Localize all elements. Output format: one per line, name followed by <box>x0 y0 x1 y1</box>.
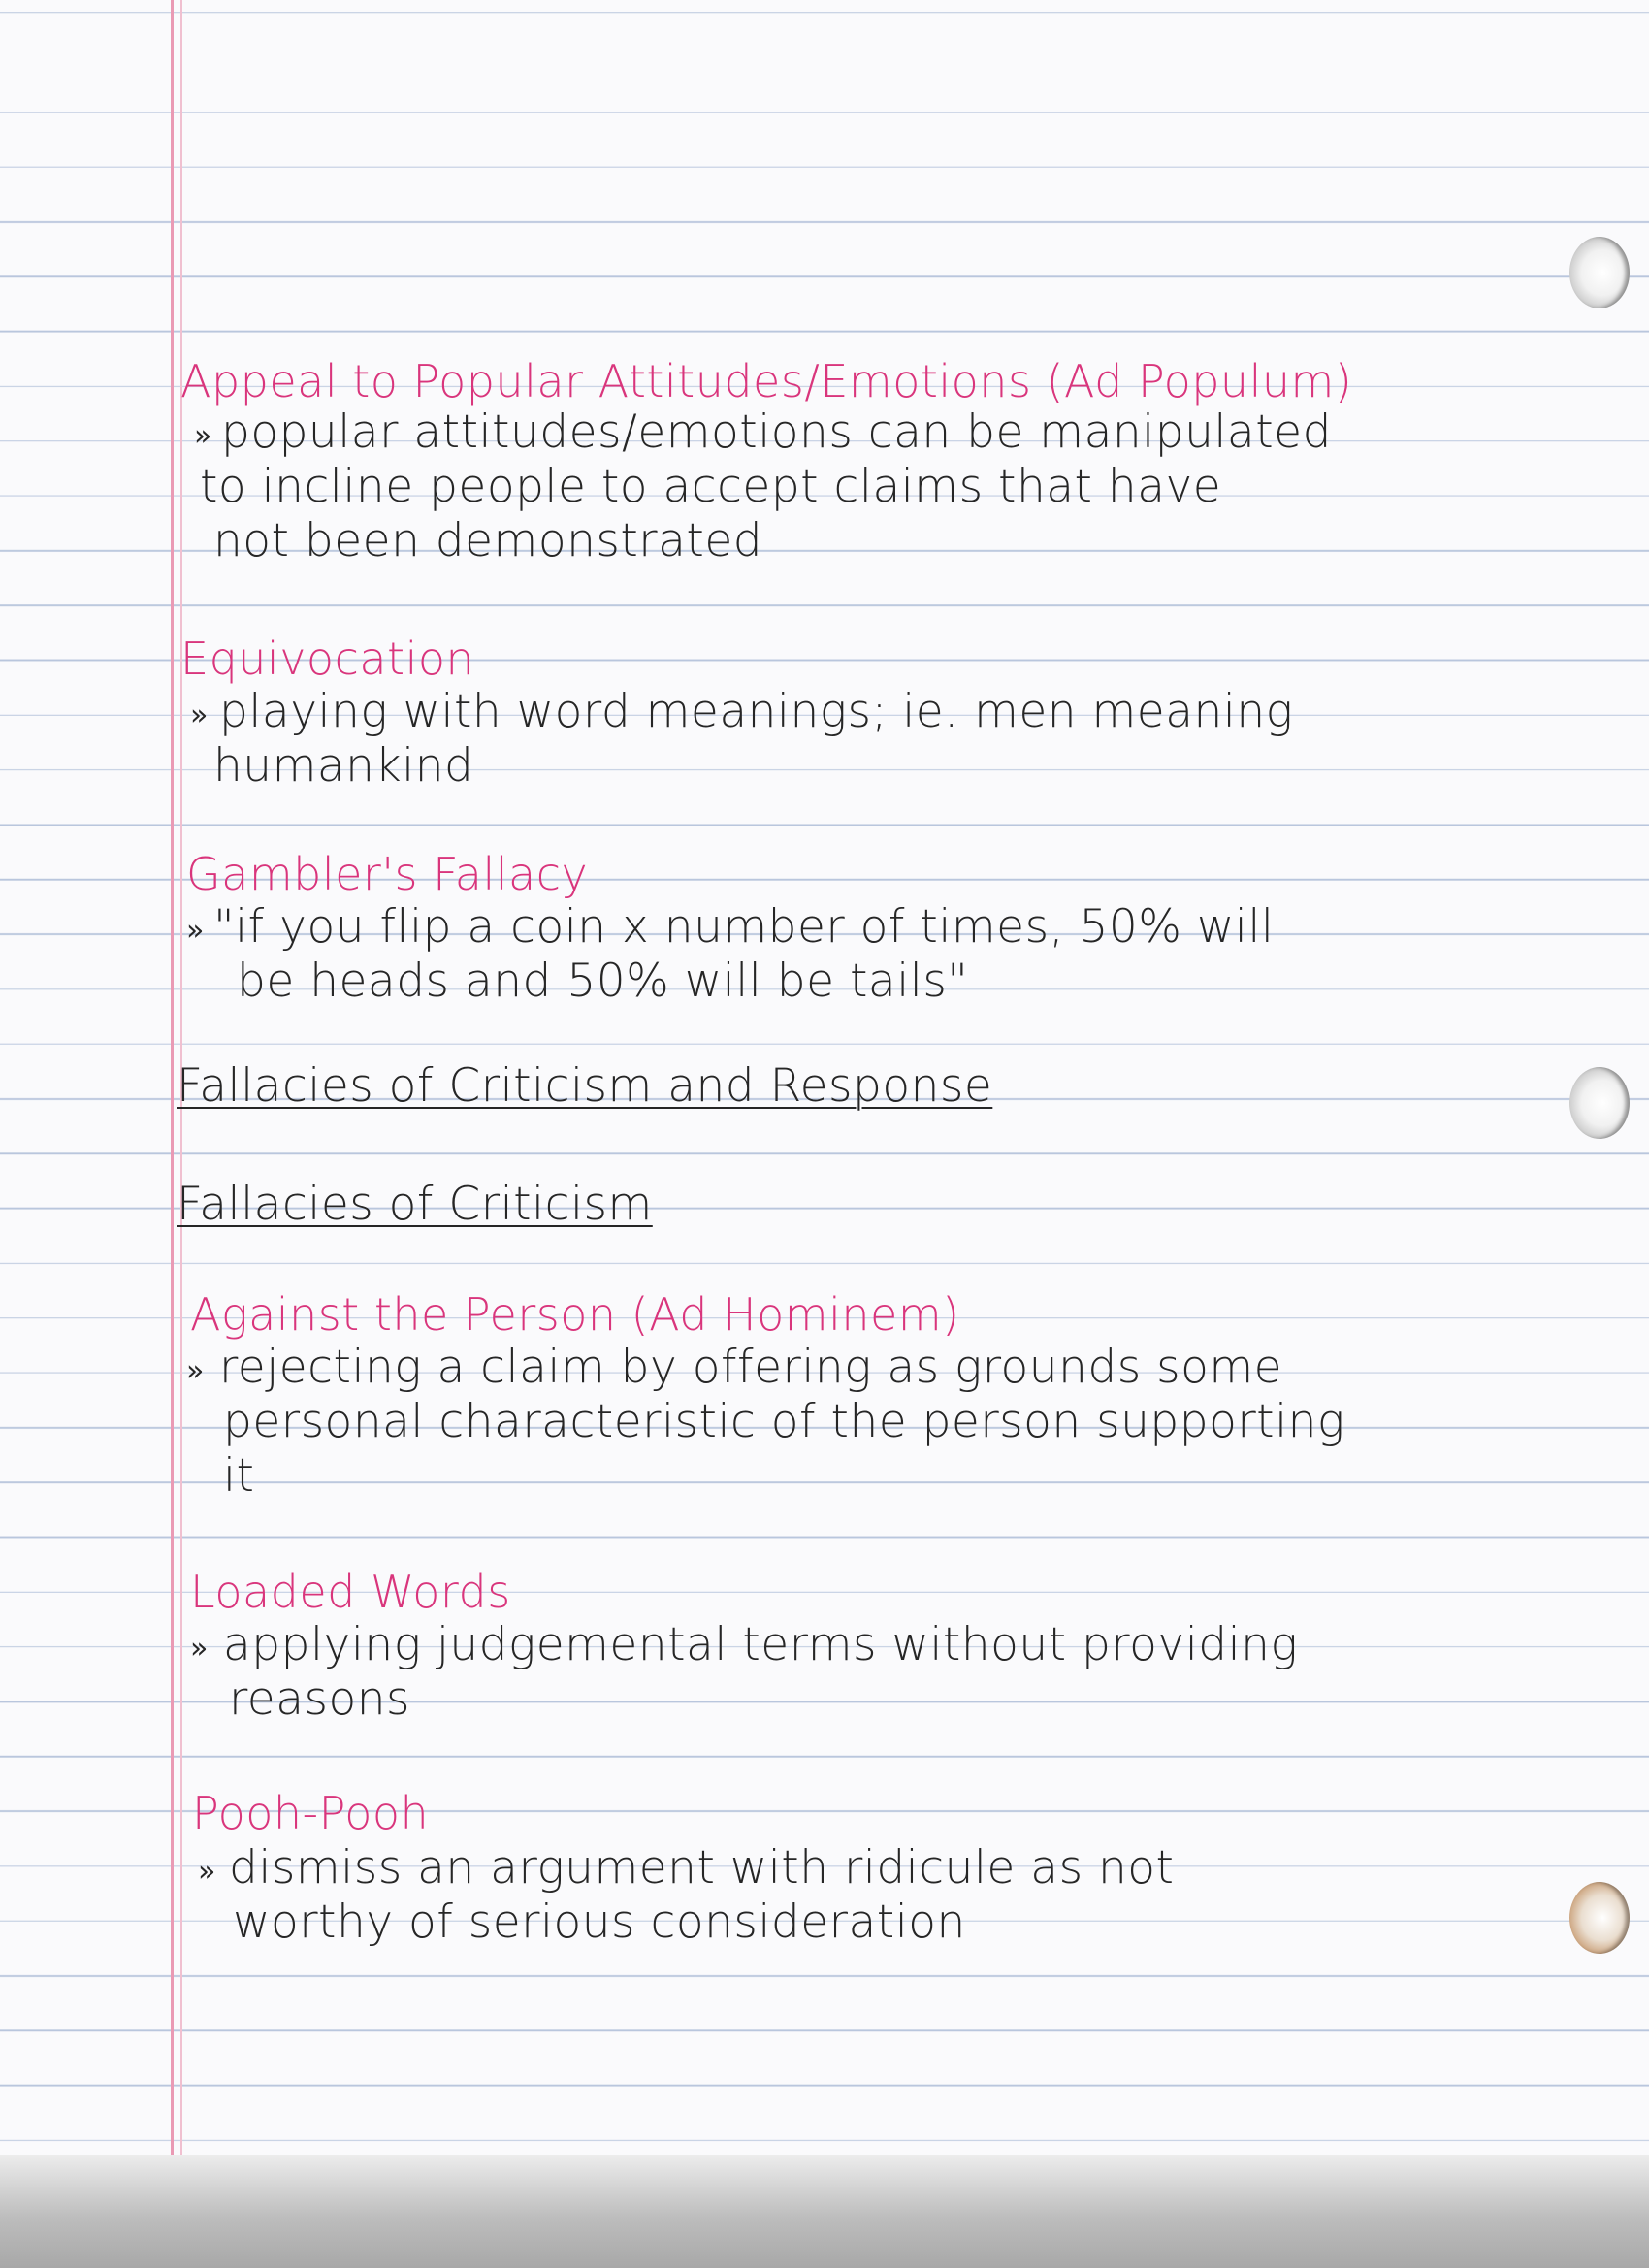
note-line: worthy of serious consideration <box>233 1895 966 1949</box>
note-line: it <box>223 1449 255 1503</box>
arrow-bullet-icon: » <box>194 419 212 453</box>
note-line: humankind <box>213 739 474 793</box>
note-line: dismiss an argument with ridicule as not <box>229 1841 1175 1895</box>
subheading-criticism: Fallacies of Criticism <box>177 1178 653 1231</box>
scan-bottom-shadow <box>0 2155 1649 2268</box>
arrow-bullet-icon: » <box>198 1855 216 1889</box>
heading-equivocation: Equivocation <box>180 632 475 685</box>
margin-line <box>171 0 174 2183</box>
punch-hole-middle <box>1569 1067 1630 1139</box>
arrow-bullet-icon: » <box>186 1354 205 1388</box>
note-line: playing with word meanings; ie. men meaning <box>219 685 1294 738</box>
heading-gamblers-fallacy: Gambler's Fallacy <box>186 848 589 900</box>
heading-loaded-words: Loaded Words <box>190 1566 511 1618</box>
note-line: popular attitudes/emotions can be manipulated <box>221 405 1332 459</box>
heading-ad-hominem: Against the Person (Ad Hominem) <box>190 1288 960 1341</box>
arrow-bullet-icon: » <box>186 914 205 948</box>
note-line: reasons <box>229 1672 411 1726</box>
note-line: applying judgemental terms without providing <box>223 1618 1299 1671</box>
note-line: personal characteristic of the person supporting <box>223 1395 1345 1448</box>
punch-hole-bottom <box>1569 1882 1630 1954</box>
note-line: "if you flip a coin x number of times, 50% will <box>213 900 1275 954</box>
heading-pooh-pooh: Pooh-Pooh <box>192 1787 430 1839</box>
arrow-bullet-icon: » <box>190 1632 209 1666</box>
note-line: not been demonstrated <box>213 514 763 567</box>
note-line: rejecting a claim by offering as grounds some <box>219 1341 1283 1394</box>
heading-ad-populum: Appeal to Popular Attitudes/Emotions (Ad Populum) <box>180 355 1353 407</box>
punch-hole-top <box>1569 237 1630 308</box>
arrow-bullet-icon: » <box>190 698 209 732</box>
note-line: to incline people to accept claims that have <box>200 460 1222 513</box>
note-line: be heads and 50% will be tails" <box>237 955 969 1008</box>
subheading-criticism-and-response: Fallacies of Criticism and Response <box>177 1059 993 1113</box>
